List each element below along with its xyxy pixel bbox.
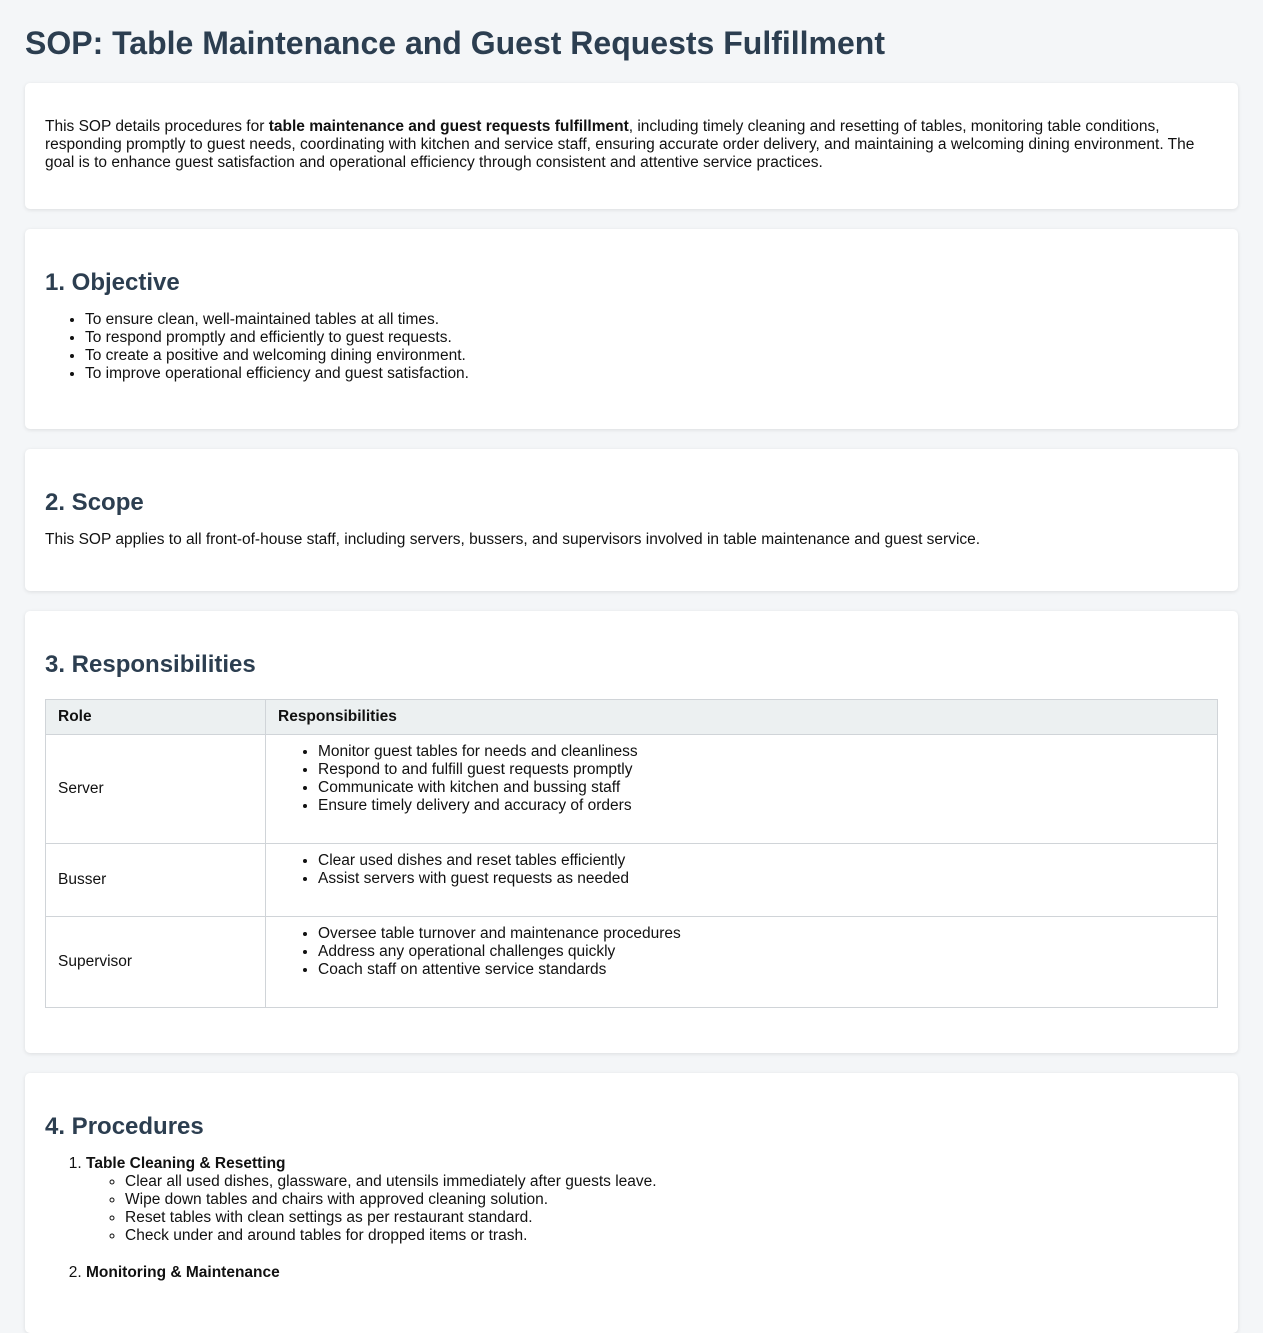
objective-item: • To ensure clean, well-maintained tables at all times. (85, 311, 1218, 329)
table-header-row (46, 700, 1218, 735)
page-title: SOP: Table Maintenance and Guest Requests Fulfillment (25, 25, 885, 61)
duty-item: • Respond to and fulfill guest requests promptly (318, 761, 1205, 779)
procedure-step (86, 1155, 1218, 1245)
procedure-step (86, 1264, 1218, 1282)
responsibilities-section (25, 611, 1238, 1053)
table-row (46, 844, 1218, 917)
responsibilities-table (45, 699, 1218, 1008)
duties-list (278, 925, 1205, 979)
objective-list (45, 311, 1218, 383)
procedures-heading: 4. Procedures (45, 1113, 204, 1140)
responsibilities-column-header: Responsibilities (266, 700, 1218, 735)
duties-list (278, 743, 1205, 815)
duty-item: • Oversee table turnover and maintenance procedures (318, 925, 1205, 943)
role-cell: Server (46, 735, 266, 844)
procedure-substep: ◦ Wipe down tables and chairs with approved cleaning solution. (125, 1191, 1218, 1209)
table-row (46, 735, 1218, 844)
duty-item: • Ensure timely delivery and accuracy of orders (318, 797, 1205, 815)
objective-heading: 1. Objective (45, 269, 180, 296)
objective-item: • To improve operational efficiency and guest satisfaction. (85, 365, 1218, 383)
intro-card (25, 83, 1238, 209)
procedure-substep: ◦ Clear all used dishes, glassware, and utensils immediately after guests leave. (125, 1173, 1218, 1191)
scope-section (25, 449, 1238, 591)
duty-item: • Coach staff on attentive service standards (318, 961, 1205, 979)
duties-cell (266, 735, 1218, 844)
procedure-substep: ◦ Reset tables with clean settings as per restaurant standard. (125, 1209, 1218, 1227)
scope-heading: 2. Scope (45, 489, 144, 516)
objective-item: • To respond promptly and efficiently to guest requests. (85, 329, 1218, 347)
duty-item: • Monitor guest tables for needs and cleanliness (318, 743, 1205, 761)
procedure-step-title: Monitoring & Maintenance (86, 1264, 280, 1281)
duties-cell (266, 844, 1218, 917)
duty-item: • Communicate with kitchen and bussing staff (318, 779, 1205, 797)
duty-item: • Address any operational challenges quickly (318, 943, 1205, 961)
procedures-list (45, 1155, 1218, 1282)
intro-paragraph (45, 118, 1218, 172)
objective-section (25, 229, 1238, 429)
duties-cell (266, 917, 1218, 1008)
scope-text: This SOP applies to all front-of-house staff, including servers, bussers, and supervisors involved in table maintenance and guest service. (45, 531, 981, 548)
role-cell: Busser (46, 844, 266, 917)
role-column-header: Role (46, 700, 266, 735)
intro-text-emphasis: table maintenance and guest requests fulfillment (268, 118, 629, 135)
procedure-substeps (86, 1173, 1218, 1245)
procedure-substep: ◦ Check under and around tables for dropped items or trash. (125, 1227, 1218, 1245)
procedure-step-title: Table Cleaning & Resetting (86, 1155, 286, 1172)
responsibilities-heading: 3. Responsibilities (45, 651, 256, 678)
intro-text-start: This SOP details procedures for (45, 118, 269, 135)
duties-list (278, 852, 1205, 888)
objective-item: • To create a positive and welcoming dining environment. (85, 347, 1218, 365)
intro-text-end: , including timely cleaning and resetting of tables, monitoring table conditions, responding promptly to guest needs, coordinating with kitchen and service staff, ensuring accurate order delivery, and maintaining a welcoming dining environment. The goal is to enhance guest satisfaction and operational efficiency through consistent and attentive service practices. (45, 118, 1195, 171)
duty-item: • Clear used dishes and reset tables efficiently (318, 852, 1205, 870)
duty-item: • Assist servers with guest requests as needed (318, 870, 1205, 888)
role-cell: Supervisor (46, 917, 266, 1008)
procedures-section (25, 1073, 1238, 1333)
table-row (46, 917, 1218, 1008)
